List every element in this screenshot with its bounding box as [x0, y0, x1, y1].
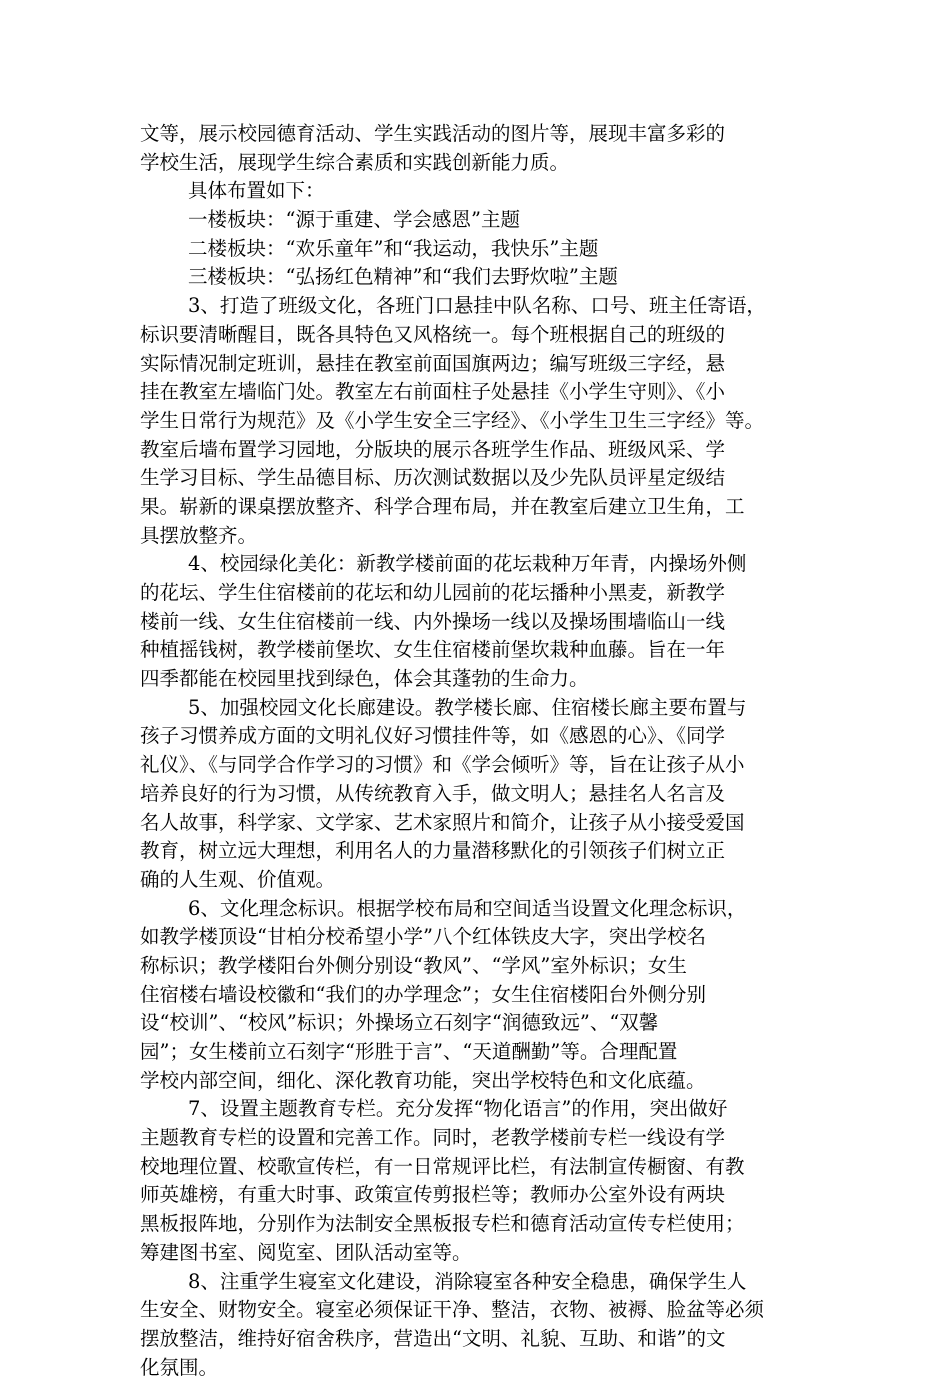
text-line: 6、文化理念标识。根据学校布局和空间适当设置文化理念标识，	[188, 896, 747, 920]
text-line: 黑板报阵地，分别作为法制安全黑板报专栏和德育活动宣传专栏使用；	[140, 1212, 745, 1236]
text-line: 住宿楼右墙设校徽和“我们的办学理念”；女生住宿楼阳台外侧分别	[140, 982, 706, 1006]
text-line: 挂在教室左墙临门处。教室左右前面柱子处悬挂《小学生守则》、《小	[140, 380, 726, 404]
text-line: 种植摇钱树，教学楼前堡坎、女生住宿楼前堡坎栽种血藤。旨在一年	[140, 638, 726, 662]
text-line: 7、设置主题教育专栏。充分发挥“物化语言”的作用，突出做好	[188, 1097, 728, 1121]
text-line: 孩子习惯养成方面的文明礼仪好习惯挂件等，如《感恩的心》、《同学	[140, 724, 726, 748]
text-line: 校地理位置、校歌宣传栏，有一日常规评比栏，有法制宣传橱窗、有教	[140, 1154, 745, 1178]
document-body	[140, 120, 810, 1382]
text-line: 文等，展示校园德育活动、学生实践活动的图片等，展现丰富多彩的	[140, 122, 726, 145]
text-line: 4、校园绿化美化：新教学楼前面的花坛栽种万年青，内操场外侧	[188, 552, 747, 576]
text-line: 礼仪》、《与同学合作学习的习惯》和《学会倾听》等，旨在让孩子从小	[140, 753, 745, 777]
text-line: 果。崭新的课桌摆放整齐、科学合理布局，并在教室后建立卫生角，工	[140, 494, 745, 518]
text-line: 如教学楼顶设“甘柏分校希望小学”八个红体铁皮大字，突出学校名	[140, 925, 706, 949]
text-line: 教室后墙布置学习园地，分版块的展示各班学生作品、班级风采、学	[140, 437, 726, 461]
text-line: 园”；女生楼前立石刻字“形胜于言”、“天道酬勤”等。合理配置	[140, 1040, 678, 1063]
text-line: 名人故事，科学家、文学家、艺术家照片和简介，让孩子从小接受爱国	[140, 810, 745, 834]
text-line: 确的人生观、价值观。	[140, 867, 336, 891]
text-line: 四季都能在校园里找到绿色，体会其蓬勃的生命力。	[140, 667, 589, 691]
text-line: 5、加强校园文化长廊建设。教学楼长廊、住宿楼长廊主要布置与	[188, 695, 747, 719]
text-line: 师英雄榜，有重大时事、政策宣传剪报栏等；教师办公室外设有两块	[140, 1183, 726, 1207]
text-line: 主题教育专栏的设置和完善工作。同时，老教学楼前专栏一线设有学	[140, 1126, 726, 1150]
text-line: 摆放整洁，维持好宿舍秩序，营造出“文明、礼貌、互助、和谐”的文	[140, 1326, 726, 1350]
text-line: 一楼板块：“源于重建、学会感恩”主题	[188, 208, 520, 232]
text-line: 学生日常行为规范》及《小学生安全三字经》、《小学生卫生三字经》等。	[140, 408, 765, 432]
text-line: 具体布置如下：	[188, 179, 325, 203]
text-line: 生学习目标、学生品德目标、历次测试数据以及少先队员评星定级结	[140, 466, 726, 490]
text-line: 学校生活，展现学生综合素质和实践创新能力质。	[140, 150, 570, 174]
text-line: 楼前一线、女生住宿楼前一线、内外操场一线以及操场围墙临山一线	[140, 609, 726, 633]
text-line: 培养良好的行为习惯，从传统教育入手，做文明人；悬挂名人名言及	[140, 781, 726, 805]
text-line: 生安全、财物安全。寝室必须保证干净、整洁，衣物、被褥、脸盆等必须	[140, 1298, 765, 1322]
text-line: 3、打造了班级文化，各班门口悬挂中队名称、口号、班主任寄语，	[188, 294, 766, 318]
text-line: 学校内部空间，细化、深化教育功能，突出学校特色和文化底蕴。	[140, 1068, 706, 1092]
text-line: 称标识；教学楼阳台外侧分别设“教风”、“学风”室外标识；女生	[140, 953, 687, 977]
text-line: 化氛围。	[140, 1355, 219, 1379]
text-line: 实际情况制定班训，悬挂在教室前面国旗两边；编写班级三字经，悬	[140, 351, 726, 375]
text-line: 8、注重学生寝室文化建设，消除寝室各种安全稳患，确保学生人	[188, 1269, 747, 1293]
text-line: 二楼板块：“欢乐童年”和“我运动，我快乐”主题	[188, 236, 599, 260]
text-line: 教育，树立远大理想，利用名人的力量潜移默化的引领孩子们树立正	[140, 839, 726, 863]
text-line: 具摆放整齐。	[140, 523, 258, 547]
text-line: 筹建图书室、阅览室、团队活动室等。	[140, 1240, 472, 1264]
text-line: 的花坛、学生住宿楼前的花坛和幼儿园前的花坛播种小黑麦，新教学	[140, 581, 726, 604]
text-line: 标识要清晰醒目，既各具特色又风格统一。每个班根据自己的班级的	[140, 322, 726, 346]
text-line: 设“校训”、“校风”标识；外操场立石刻字“润德致远”、“双馨	[140, 1011, 659, 1035]
text-line: 三楼板块：“弘扬红色精神”和“我们去野炊啦”主题	[188, 265, 618, 289]
